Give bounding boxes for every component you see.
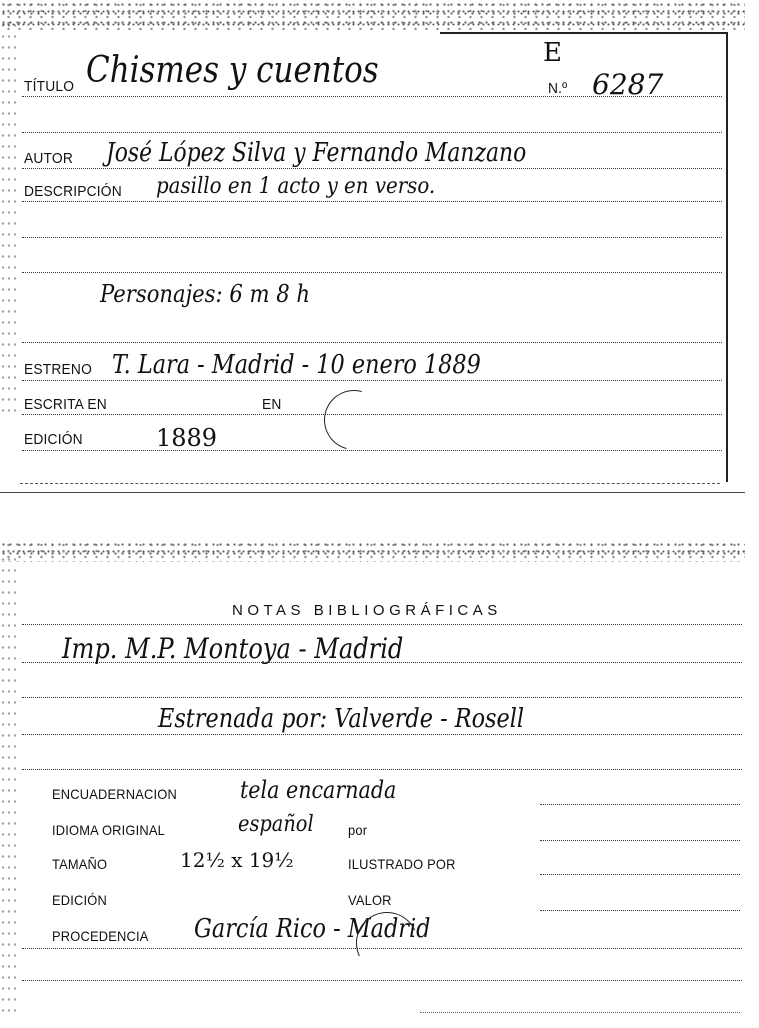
circular-stamp-mark: [313, 379, 395, 461]
front-bottom-dashes: [20, 483, 720, 484]
rule-blank-3: [22, 272, 722, 273]
label-idioma: IDIOMA ORIGINAL: [52, 822, 165, 838]
label-en: EN: [262, 396, 282, 413]
card-separator: [0, 492, 745, 493]
rule-bottom: [22, 980, 742, 981]
label-estreno: ESTRENO: [24, 361, 93, 378]
value-edicion: 1889: [156, 424, 218, 452]
label-encuadernacion: ENCUADERNACION: [52, 786, 177, 802]
bottom-edge-marks: [420, 1012, 740, 1013]
rule-idioma-right: [540, 840, 740, 841]
value-letter: E: [543, 38, 562, 68]
note-line-2: Estrenada por: Valverde - Rosell: [158, 704, 525, 734]
label-autor: AUTOR: [24, 150, 73, 167]
rule-blank-4: [22, 342, 722, 343]
label-numero: N.º: [548, 80, 568, 97]
value-numero: 6287: [592, 68, 664, 101]
card-right-border: [726, 32, 728, 482]
rule-descripcion: [22, 201, 722, 202]
label-edicion: EDICIÓN: [24, 431, 83, 448]
label-ilustrado: ILUSTRADO POR: [348, 856, 456, 872]
value-encuadernacion: tela encarnada: [240, 776, 397, 804]
value-tamano: 12½ x 19½: [180, 848, 294, 872]
note-line-1: Imp. M.P. Montoya - Madrid: [62, 632, 404, 665]
card-back-left-texture: [0, 554, 16, 1014]
rule-notas-5: [22, 769, 742, 770]
label-edicion-back: EDICIÓN: [52, 892, 107, 908]
catalog-card-front: [0, 0, 759, 490]
label-escrita-en: ESCRITA EN: [24, 396, 107, 413]
value-descripcion: pasillo en 1 acto y en verso.: [156, 174, 436, 199]
rule-tamano-right: [540, 874, 740, 875]
rule-notas-1: [22, 624, 742, 625]
value-autor: José López Silva y Fernando Manzano: [106, 138, 527, 168]
label-tamano: TAMAÑO: [52, 856, 108, 872]
label-por: por: [348, 822, 368, 838]
rule-estreno: [22, 380, 722, 381]
value-procedencia: García Rico - Madrid: [194, 914, 431, 944]
rule-notas-3: [22, 697, 742, 698]
label-titulo: TÍTULO: [24, 78, 75, 95]
value-personajes: Personajes: 6 m 8 h: [100, 280, 310, 308]
value-titulo: Chismes y cuentos: [86, 50, 379, 91]
label-procedencia: PROCEDENCIA: [52, 928, 149, 944]
rule-edicion-right: [540, 910, 740, 911]
card-back-top-texture: [0, 540, 745, 562]
rule-notas-4: [22, 734, 742, 735]
label-descripcion: DESCRIPCIÓN: [24, 183, 122, 200]
rule-autor: [22, 168, 722, 169]
card-left-texture: [0, 20, 16, 420]
rule-procedencia: [22, 948, 742, 949]
rule-blank-1: [22, 132, 722, 133]
heading-notas: NOTAS BIBLIOGRÁFICAS: [232, 602, 502, 619]
label-valor: VALOR: [348, 892, 392, 908]
value-idioma: español: [238, 812, 314, 837]
card-top-texture: [0, 0, 745, 30]
rule-encuadernacion-right: [540, 804, 740, 805]
rule-notas-2: [22, 662, 742, 663]
catalog-card-back: [0, 540, 759, 1028]
rule-blank-2: [22, 237, 722, 238]
card-top-border: [440, 32, 728, 34]
value-estreno: T. Lara - Madrid - 10 enero 1889: [112, 350, 481, 380]
rule-edicion: [22, 450, 722, 451]
